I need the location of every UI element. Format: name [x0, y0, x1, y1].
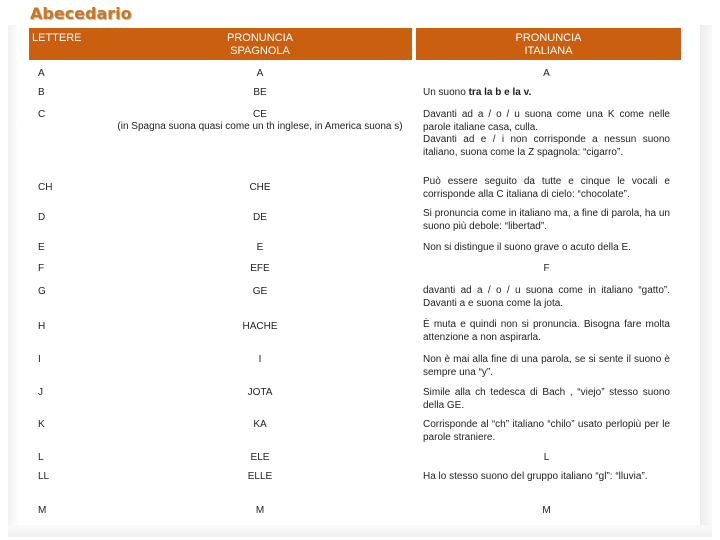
- letter-cell: B: [38, 87, 45, 98]
- spanish-cell: EFE: [250, 263, 270, 274]
- spanish-cell: GE: [252, 286, 268, 297]
- italian-cell: Può essere seguito da tutte e cinque le vocali e corrisponde alla C italiana di cielo: “chocolate”.: [423, 176, 670, 200]
- letter-cell: L: [38, 452, 44, 463]
- page-shadow-left: [8, 25, 17, 535]
- spanish-cell: JOTA: [247, 387, 273, 398]
- italian-cell: Un suono tra la b e la v.: [423, 87, 532, 98]
- letter-cell: A: [38, 68, 45, 79]
- table-row: [29, 448, 681, 467]
- alphabet-table: [29, 28, 681, 523]
- header-spanish: PRONUNCIA SPAGNOLA: [108, 28, 412, 60]
- letter-cell: E: [38, 242, 45, 253]
- letter-cell: I: [38, 354, 41, 365]
- table-row: [29, 467, 681, 501]
- italian-cell: Non è mai alla fine di una parola, se si sente il suono è sempre una “y”.: [423, 354, 670, 378]
- italian-cell: Simile alla ch tedesca di Bach , “viejo” stesso suono della GE.: [423, 387, 670, 411]
- spanish-cell: M: [255, 505, 265, 516]
- table-row: [29, 501, 681, 523]
- spanish-cell: HACHE: [242, 321, 278, 332]
- spanish-cell: I: [258, 354, 262, 365]
- letter-cell: LL: [38, 471, 50, 482]
- spanish-cell: CE (in Spagna suona quasi come un th inglese, in America suona s): [108, 109, 412, 133]
- table-row: [29, 207, 681, 238]
- table-row: [29, 281, 681, 317]
- spanish-cell: KA: [253, 419, 267, 430]
- table-row: [29, 259, 681, 281]
- table-row: [29, 350, 681, 383]
- table-row: [29, 238, 681, 259]
- page-shadow-bottom: [8, 525, 712, 537]
- spanish-cell: ELLE: [247, 471, 273, 482]
- letter-cell: C: [38, 109, 46, 120]
- letter-cell: H: [38, 321, 46, 332]
- letter-cell: D: [38, 212, 46, 223]
- italian-cell: L: [543, 452, 550, 463]
- italian-cell: M: [542, 505, 551, 516]
- letter-cell: K: [38, 419, 45, 430]
- letter-cell: J: [38, 387, 43, 398]
- table-row: [29, 383, 681, 415]
- table-row: [29, 317, 681, 350]
- spanish-cell: A: [256, 68, 264, 79]
- italian-cell: Corrisponde al “ch” italiano “chilo” usato perlopiù per le parole straniere.: [423, 419, 670, 443]
- spanish-cell: ELE: [250, 452, 270, 463]
- header-letters: LETTERE: [29, 28, 109, 60]
- letter-cell: M: [38, 505, 47, 516]
- italian-cell: davanti ad a / o / u suona come in italiano “gatto”. Davanti a e suona come la jota.: [423, 285, 670, 309]
- italian-cell: Ha lo stesso suono del gruppo italiano “gl”: “lluvia”.: [423, 471, 648, 482]
- page-shadow-right: [700, 25, 712, 535]
- italian-cell: È muta e quindi non si pronuncia. Bisogna fare molta attenzione a non aspirarla.: [423, 319, 670, 343]
- italian-cell: F: [543, 263, 550, 274]
- spanish-cell: BE: [253, 87, 267, 98]
- page-title: Abecedario: [30, 4, 132, 23]
- italian-cell: Non si distingue il suono grave o acuto della E.: [423, 242, 631, 253]
- letter-cell: F: [38, 263, 45, 274]
- spanish-cell: E: [256, 242, 264, 253]
- spanish-cell: CHE: [249, 182, 271, 193]
- italian-cell: A: [543, 68, 550, 79]
- italian-cell: Davanti ad a / o / u suona come una K come nelle parole italiane casa, culla. Davanti ad e / i non corrisponde a nessun suono italiano, suona come la Z spagnola: “cigarro”.: [423, 109, 670, 158]
- header-italian: PRONUNCIA ITALIANA: [416, 28, 681, 60]
- table-row: [29, 175, 681, 207]
- table-row: [29, 62, 681, 84]
- table-row: [29, 415, 681, 448]
- table-header: [29, 28, 681, 62]
- table-row: [29, 84, 681, 106]
- table-row: [29, 106, 681, 175]
- spanish-note: (in Spagna suona quasi come un th inglese, in America suona s): [117, 121, 403, 132]
- letter-cell: G: [38, 286, 46, 297]
- letter-cell: CH: [38, 182, 53, 193]
- spanish-cell: DE: [253, 212, 267, 223]
- italian-cell: Si pronuncia come in italiano ma, a fine di parola, ha un suono più debole: “libertad”.: [423, 208, 670, 232]
